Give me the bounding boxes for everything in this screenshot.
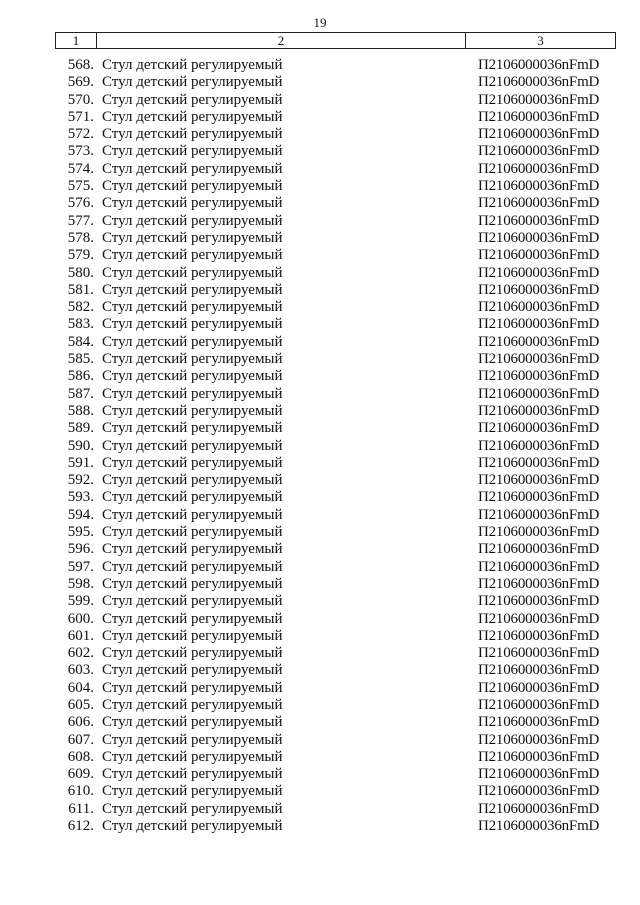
- inventory-code: П2106000036nFmD: [478, 489, 600, 506]
- table-row: [0, 161, 640, 178]
- item-name: Стул детский регулируемый: [102, 662, 283, 679]
- item-name: Стул детский регулируемый: [102, 247, 283, 264]
- row-number: 585.: [67, 351, 94, 368]
- item-name: Стул детский регулируемый: [102, 333, 283, 350]
- row-number: 602.: [67, 645, 94, 662]
- row-number: 591.: [67, 454, 94, 471]
- table-row: [0, 714, 640, 731]
- inventory-code: П2106000036nFmD: [478, 195, 600, 212]
- item-name: Стул детский регулируемый: [102, 91, 283, 108]
- table-row: [0, 92, 640, 109]
- row-number: 601.: [67, 627, 94, 644]
- item-name: Стул детский регулируемый: [102, 143, 283, 160]
- item-name: Стул детский регулируемый: [102, 489, 283, 506]
- column-header-2: 2: [97, 33, 466, 49]
- table-row: [0, 247, 640, 264]
- item-name: Стул детский регулируемый: [102, 299, 283, 316]
- inventory-code: П2106000036nFmD: [478, 126, 600, 143]
- table-row: [0, 801, 640, 818]
- row-number: 574.: [67, 160, 94, 177]
- column-header-3: 3: [466, 33, 616, 49]
- column-header-row: [56, 33, 616, 49]
- row-number: 590.: [67, 437, 94, 454]
- table-row: [0, 351, 640, 368]
- item-name: Стул детский регулируемый: [102, 420, 283, 437]
- inventory-code: П2106000036nFmD: [478, 506, 600, 523]
- inventory-code: П2106000036nFmD: [478, 610, 600, 627]
- item-name: Стул детский регулируемый: [102, 229, 283, 246]
- inventory-code: П2106000036nFmD: [478, 143, 600, 160]
- inventory-code: П2106000036nFmD: [478, 524, 600, 541]
- row-number: 592.: [67, 472, 94, 489]
- inventory-code: П2106000036nFmD: [478, 74, 600, 91]
- table-row: [0, 403, 640, 420]
- column-header-table: [55, 32, 616, 49]
- row-number: 593.: [67, 489, 94, 506]
- row-number: 596.: [67, 541, 94, 558]
- row-number: 605.: [67, 696, 94, 713]
- item-name: Стул детский регулируемый: [102, 264, 283, 281]
- table-row: [0, 282, 640, 299]
- row-number: 609.: [67, 766, 94, 783]
- table-row: [0, 420, 640, 437]
- column-header-1: 1: [56, 33, 97, 49]
- inventory-code: П2106000036nFmD: [478, 333, 600, 350]
- table-row: [0, 195, 640, 212]
- inventory-code: П2106000036nFmD: [478, 818, 600, 835]
- table-row: [0, 126, 640, 143]
- row-number: 606.: [67, 714, 94, 731]
- item-name: Стул детский регулируемый: [102, 800, 283, 817]
- table-row: [0, 57, 640, 74]
- table-row: [0, 680, 640, 697]
- inventory-code: П2106000036nFmD: [478, 178, 600, 195]
- inventory-code: П2106000036nFmD: [478, 541, 600, 558]
- inventory-code: П2106000036nFmD: [478, 160, 600, 177]
- table-row: [0, 316, 640, 333]
- item-name: Стул детский регулируемый: [102, 437, 283, 454]
- item-name: Стул детский регулируемый: [102, 610, 283, 627]
- inventory-code: П2106000036nFmD: [478, 108, 600, 125]
- item-name: Стул детский регулируемый: [102, 126, 283, 143]
- item-name: Стул детский регулируемый: [102, 178, 283, 195]
- item-name: Стул детский регулируемый: [102, 627, 283, 644]
- row-number: 572.: [67, 126, 94, 143]
- item-name: Стул детский регулируемый: [102, 195, 283, 212]
- row-number: 598.: [67, 575, 94, 592]
- table-row: [0, 438, 640, 455]
- table-row: [0, 472, 640, 489]
- item-name: Стул детский регулируемый: [102, 524, 283, 541]
- table-row: [0, 74, 640, 91]
- inventory-code: П2106000036nFmD: [478, 91, 600, 108]
- item-name: Стул детский регулируемый: [102, 160, 283, 177]
- inventory-code: П2106000036nFmD: [478, 57, 600, 73]
- row-number: 571.: [67, 108, 94, 125]
- row-number: 610.: [67, 783, 94, 800]
- item-name: Стул детский регулируемый: [102, 645, 283, 662]
- inventory-code: П2106000036nFmD: [478, 454, 600, 471]
- row-number: 581.: [67, 281, 94, 298]
- inventory-code: П2106000036nFmD: [478, 385, 600, 402]
- row-number: 568.: [67, 57, 94, 73]
- table-row: [0, 178, 640, 195]
- table-row: [0, 732, 640, 749]
- inventory-code: П2106000036nFmD: [478, 558, 600, 575]
- row-number: 611.: [68, 800, 94, 817]
- table-row: [0, 749, 640, 766]
- row-number: 589.: [67, 420, 94, 437]
- item-name: Стул детский регулируемый: [102, 818, 283, 835]
- inventory-code: П2106000036nFmD: [478, 437, 600, 454]
- table-row: [0, 628, 640, 645]
- row-number: 594.: [67, 506, 94, 523]
- table-row: [0, 386, 640, 403]
- table-row: [0, 611, 640, 628]
- item-name: Стул детский регулируемый: [102, 316, 283, 333]
- table-row: [0, 334, 640, 351]
- item-name: Стул детский регулируемый: [102, 558, 283, 575]
- inventory-code: П2106000036nFmD: [478, 316, 600, 333]
- item-name: Стул детский регулируемый: [102, 212, 283, 229]
- inventory-code: П2106000036nFmD: [478, 800, 600, 817]
- row-number: 599.: [67, 593, 94, 610]
- table-row: [0, 559, 640, 576]
- inventory-code: П2106000036nFmD: [478, 662, 600, 679]
- item-name: Стул детский регулируемый: [102, 472, 283, 489]
- item-name: Стул детский регулируемый: [102, 783, 283, 800]
- inventory-code: П2106000036nFmD: [478, 368, 600, 385]
- row-number: 595.: [67, 524, 94, 541]
- table-row: [0, 576, 640, 593]
- table-row: [0, 541, 640, 558]
- item-name: Стул детский регулируемый: [102, 541, 283, 558]
- table-row: [0, 143, 640, 160]
- table-row: [0, 524, 640, 541]
- inventory-code: П2106000036nFmD: [478, 748, 600, 765]
- page-number: 19: [313, 15, 327, 30]
- inventory-code: П2106000036nFmD: [478, 281, 600, 298]
- inventory-code: П2106000036nFmD: [478, 627, 600, 644]
- item-name: Стул детский регулируемый: [102, 351, 283, 368]
- item-name: Стул детский регулируемый: [102, 714, 283, 731]
- row-number: 600.: [67, 610, 94, 627]
- item-name: Стул детский регулируемый: [102, 766, 283, 783]
- table-body: [0, 57, 640, 835]
- row-number: 604.: [67, 679, 94, 696]
- row-number: 584.: [67, 333, 94, 350]
- inventory-code: П2106000036nFmD: [478, 420, 600, 437]
- row-number: 586.: [67, 368, 94, 385]
- row-number: 588.: [67, 402, 94, 419]
- table-row: [0, 230, 640, 247]
- item-name: Стул детский регулируемый: [102, 281, 283, 298]
- item-name: Стул детский регулируемый: [102, 696, 283, 713]
- row-number: 575.: [67, 178, 94, 195]
- row-number: 577.: [67, 212, 94, 229]
- table-row: [0, 593, 640, 610]
- row-number: 587.: [67, 385, 94, 402]
- inventory-code: П2106000036nFmD: [478, 402, 600, 419]
- inventory-code: П2106000036nFmD: [478, 731, 600, 748]
- item-name: Стул детский регулируемый: [102, 731, 283, 748]
- row-number: 607.: [67, 731, 94, 748]
- inventory-code: П2106000036nFmD: [478, 575, 600, 592]
- inventory-code: П2106000036nFmD: [478, 247, 600, 264]
- table-row: [0, 783, 640, 800]
- item-name: Стул детский регулируемый: [102, 748, 283, 765]
- item-name: Стул детский регулируемый: [102, 679, 283, 696]
- table-row: [0, 299, 640, 316]
- row-number: 597.: [67, 558, 94, 575]
- table-row: [0, 766, 640, 783]
- inventory-code: П2106000036nFmD: [478, 766, 600, 783]
- table-row: [0, 368, 640, 385]
- table-row: [0, 645, 640, 662]
- item-name: Стул детский регулируемый: [102, 402, 283, 419]
- item-name: Стул детский регулируемый: [102, 57, 283, 73]
- row-number: 579.: [67, 247, 94, 264]
- table-row: [0, 697, 640, 714]
- row-number: 573.: [67, 143, 94, 160]
- item-name: Стул детский регулируемый: [102, 454, 283, 471]
- inventory-code: П2106000036nFmD: [478, 472, 600, 489]
- row-number: 612.: [67, 818, 94, 835]
- table-row: [0, 507, 640, 524]
- inventory-code: П2106000036nFmD: [478, 696, 600, 713]
- row-number: 576.: [67, 195, 94, 212]
- row-number: 603.: [67, 662, 94, 679]
- item-name: Стул детский регулируемый: [102, 593, 283, 610]
- inventory-code: П2106000036nFmD: [478, 679, 600, 696]
- table-row: [0, 489, 640, 506]
- row-number: 583.: [67, 316, 94, 333]
- row-number: 570.: [67, 91, 94, 108]
- inventory-code: П2106000036nFmD: [478, 299, 600, 316]
- item-name: Стул детский регулируемый: [102, 506, 283, 523]
- table-row: [0, 213, 640, 230]
- item-name: Стул детский регулируемый: [102, 575, 283, 592]
- table-row: [0, 265, 640, 282]
- item-name: Стул детский регулируемый: [102, 368, 283, 385]
- row-number: 582.: [67, 299, 94, 316]
- inventory-code: П2106000036nFmD: [478, 264, 600, 281]
- inventory-code: П2106000036nFmD: [478, 593, 600, 610]
- inventory-code: П2106000036nFmD: [478, 351, 600, 368]
- table-row: [0, 818, 640, 835]
- table-row: [0, 662, 640, 679]
- row-number: 608.: [67, 748, 94, 765]
- inventory-code: П2106000036nFmD: [478, 783, 600, 800]
- inventory-code: П2106000036nFmD: [478, 714, 600, 731]
- inventory-code: П2106000036nFmD: [478, 212, 600, 229]
- item-name: Стул детский регулируемый: [102, 108, 283, 125]
- inventory-code: П2106000036nFmD: [478, 645, 600, 662]
- table-row: [0, 109, 640, 126]
- item-name: Стул детский регулируемый: [102, 385, 283, 402]
- row-number: 569.: [67, 74, 94, 91]
- row-number: 578.: [67, 229, 94, 246]
- table-row: [0, 455, 640, 472]
- item-name: Стул детский регулируемый: [102, 74, 283, 91]
- inventory-code: П2106000036nFmD: [478, 229, 600, 246]
- row-number: 580.: [67, 264, 94, 281]
